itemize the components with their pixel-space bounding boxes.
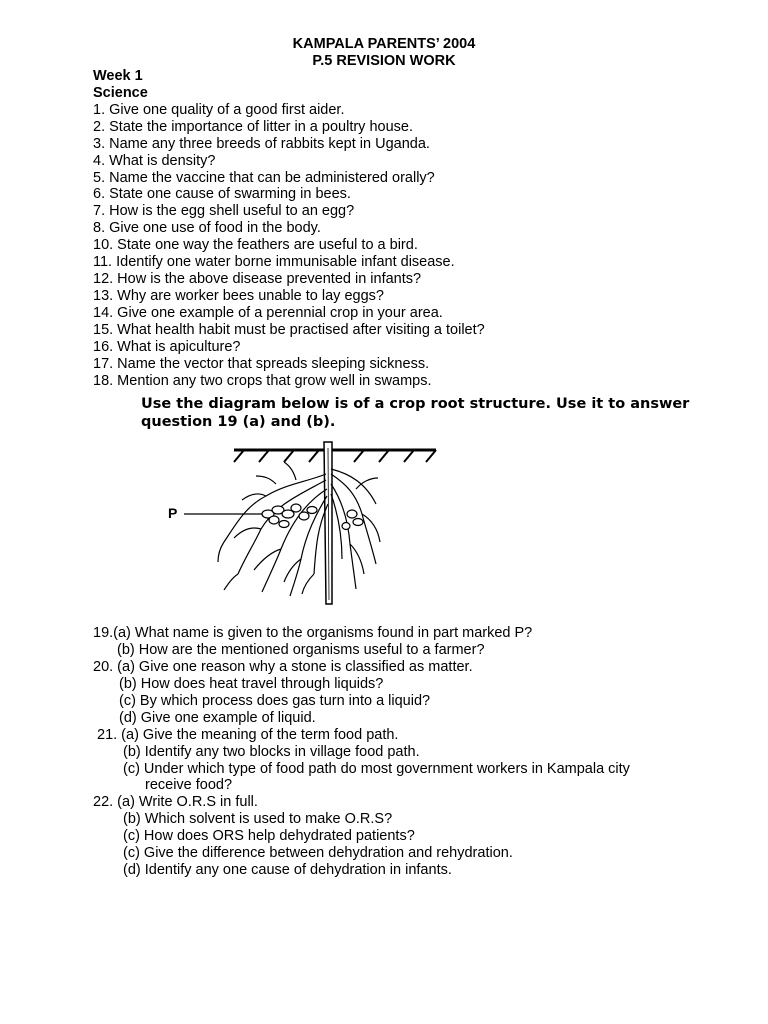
- subject-heading: Science: [93, 85, 148, 101]
- question-7: 7. How is the egg shell useful to an egg?: [93, 203, 355, 219]
- question-14: 14. Give one example of a perennial crop in your area.: [93, 305, 443, 321]
- question-4: 4. What is density?: [93, 153, 216, 169]
- instruction-line-2: question 19 (a) and (b).: [141, 414, 336, 430]
- document-title: KAMPALA PARENTS’ 2004: [292, 36, 476, 52]
- lateral-roots: [218, 462, 380, 596]
- question-11: 11. Identify one water borne immunisable infant disease.: [93, 254, 455, 270]
- root-nodules: [262, 504, 363, 530]
- question-18: 18. Mention any two crops that grow well in swamps.: [93, 373, 432, 389]
- question-13: 13. Why are worker bees unable to lay eggs?: [93, 288, 384, 304]
- instruction-line-1: Use the diagram below is of a crop root structure. Use it to answer: [141, 396, 690, 412]
- question-22b: (b) Which solvent is used to make O.R.S?: [123, 811, 393, 827]
- diagram-label-p: P: [168, 505, 178, 521]
- question-8: 8. Give one use of food in the body.: [93, 220, 321, 236]
- question-22c-second: (c) Give the difference between dehydration and rehydration.: [123, 845, 513, 861]
- diagram-instruction: [141, 395, 689, 431]
- question-1: 1. Give one quality of a good first aider.: [93, 102, 345, 118]
- question-16: 16. What is apiculture?: [93, 339, 241, 355]
- question-21c: (c) Under which type of food path do most government workers in Kampala city: [123, 761, 630, 777]
- question-19a: 19.(a) What name is given to the organisms found in part marked P?: [93, 625, 533, 641]
- question-12: 12. How is the above disease prevented in infants?: [93, 271, 422, 287]
- question-20d: (d) Give one example of liquid.: [119, 710, 316, 726]
- question-10: 10. State one way the feathers are useful to a bird.: [93, 237, 418, 253]
- question-20a: 20. (a) Give one reason why a stone is classified as matter.: [93, 659, 473, 675]
- question-6: 6. State one cause of swarming in bees.: [93, 186, 351, 202]
- question-20c: (c) By which process does gas turn into a liquid?: [119, 693, 431, 709]
- question-20b: (b) How does heat travel through liquids?: [119, 676, 384, 692]
- question-22c: (c) How does ORS help dehydrated patients?: [123, 828, 415, 844]
- question-15: 15. What health habit must be practised after visiting a toilet?: [93, 322, 485, 338]
- question-22d: (d) Identify any one cause of dehydration in infants.: [123, 862, 452, 878]
- question-22a: 22. (a) Write O.R.S in full.: [93, 794, 258, 810]
- question-21c-continued: receive food?: [145, 777, 233, 793]
- question-2: 2. State the importance of litter in a poultry house.: [93, 119, 413, 135]
- question-3: 3. Name any three breeds of rabbits kept in Uganda.: [93, 136, 430, 152]
- root-structure-diagram: [166, 434, 446, 606]
- question-21a: 21. (a) Give the meaning of the term food path.: [97, 727, 399, 743]
- document-subtitle: P.5 REVISION WORK: [312, 53, 456, 69]
- question-21b: (b) Identify any two blocks in village food path.: [123, 744, 420, 760]
- question-17: 17. Name the vector that spreads sleeping sickness.: [93, 356, 430, 372]
- question-5: 5. Name the vaccine that can be administered orally?: [93, 170, 435, 186]
- week-heading: Week 1: [93, 68, 143, 84]
- question-19b: (b) How are the mentioned organisms useful to a farmer?: [117, 642, 485, 658]
- soil-hatching: [234, 450, 436, 462]
